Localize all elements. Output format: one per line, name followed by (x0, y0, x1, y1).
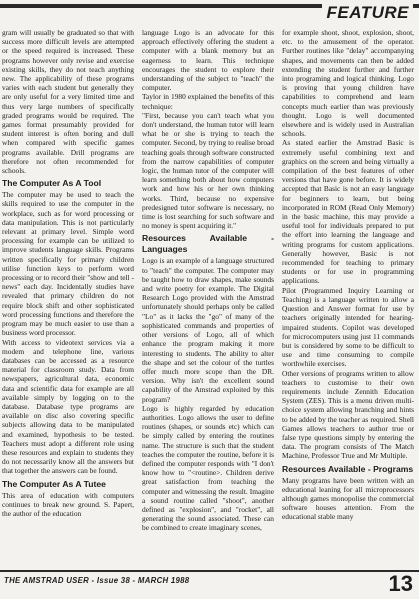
section-heading: The Computer As A Tutee (2, 478, 106, 489)
magazine-issue-line: THE AMSTRAD USER - Issue 38 - MARCH 1988 (4, 576, 190, 585)
body-paragraph: Other versions of programs written to allow teachers to customise to their own requirements include Zennith Education System (ZES). This is a menu driven multi-choice system allowing branching and hints to be added by the teacher as required. Shell Games allows teachers to author true or false type questions simply by entering the data. The program consists of The Match Machine, Professor True and Mr Multiple. (282, 368, 414, 461)
article-columns (2, 28, 415, 556)
article-column-3 (282, 28, 414, 556)
page-footer (0, 566, 419, 599)
section-heading: Resources Available - Programs (282, 463, 414, 474)
section-heading: The Computer As A Tool (2, 178, 102, 189)
body-paragraph: Pilot (Programmed Inquiry Learning or Teaching) is a language written to allow a Question and Answer format for use by teachers originally intended for hearing-impaired students. Copilot was developed for microcomputers using just 11 commands but is considered by some to be difficult to use and time consuming to compile worthwhile exercises. (282, 285, 414, 369)
footer-rule (0, 570, 419, 572)
section-label: FEATURE (322, 0, 413, 26)
body-paragraph: Logo is highly regarded by education authorities. Logo allows the user to define routines (shapes, or sounds etc) which can be simply called by entering the routines name. The structure is such that the student teaches the computer the routine, before it is defined the computer responds with "I don't know how to "<routine>. Children derive great satisfaction from teaching the computer and witnessing the result. Imagine a sound routine called "shoot", another defined as "explosion", and "rocket", all generating the sound associated. These can be combined to create imaginary scenes, (142, 403, 274, 533)
body-paragraph: "First, because you can't teach what you don't understand, the human tutor will learn what he or she is trying to teach the computer. Second, by trying to realise broad teaching goals through software constructed from the narrow capabilities of computer logic, the human tutor of the computer will learn something both about how computers work and how his or her own thinking works. Third, because no expensive predesigned tutor software is necessary, no time is lost searching for such software and no money is spent acquiring it." (142, 110, 274, 231)
body-paragraph: This area of education with computers continues to break new ground. S. Papert, the author of the education (2, 490, 134, 518)
page-number: 13 (388, 571, 413, 596)
body-paragraph: for example shoot, shoot, explosion, shoot, etc. to the amusement of the operator. Further routines like "delay" accompanying shapes, and movements can then be added extending the student further and further into programing and logical thinking. Logo is proving that young children have capabilities to comprehend and learn concepts much earlier than was previously thought. Logo is well documented elsewhere and is widely used in Australian schools. (282, 28, 414, 139)
body-paragraph: Taylor in 1980 explained the benefits of this technique: (142, 92, 274, 111)
body-paragraph: With access to videotext services via a modem and telephone line, various databases can be accessed as a resource material for classroom study. Data from newspapers, agricultural data, economic data and scientific data for example are all available simply by logging on to the database. Database type programs are available on disc also covering specific subjects allowing data to be manipulated and examined, hypothesis to be tested. Teachers must adopt a different role using these resources and explain to students they do not necessarily know all the answers but that together the answers can be found. (2, 337, 134, 476)
body-paragraph: Logo is an example of a language structured to "teach" the computer. The computer may be taught how to draw shapes, make sounds and write poetry for example. The Digital Research Logo provided with the Amstrad unfortunately should perhaps only be called "Lo" as it lacks the "go" of many of the sophisticated commands and properties of other versions of Logo, all of which enhance the program making it more interesting to students. The ability to alter the shape and set the colour of the turtles offer much more scope than the DR. version. Why isn't the excellent sound capability of the Amstrad exploited by this program? (142, 256, 274, 404)
feature-banner (0, 0, 419, 28)
body-paragraph: As stated earlier the Amstrad Basic is extremely useful combining text and graphics on the screen and being virtually a compilation of the best features of other versions that have gone before. It is widely accepted that Basic is not an easy language for beginners to learn, but being incorporated in ROM (Read Only Memory) in the basic machine, this may provide a useful tool for individuals prepared to put the effort into learning the language and writing programs for custom applications. Generally however, Basic is not recommended for teaching to primary students or for use in programming applications. (282, 138, 414, 286)
body-paragraph: The computer may be used to teach the skills required to use the computer in the workplace, such as for word processing or data manipulation. This is not particularly relevant at primary level. Simple word processing for example can be utilized to improve students language skills. Programs written specifically for primary children utilise function keys to perform word processing or to record their "show and tell - news" each day. Incidentally studies have revealed that primary children do not require block shift and other sophisticated word processing functions and therefore the program may be much easier to use than a business word processor. (2, 190, 134, 338)
body-paragraph: gram will usually be graduated so that with success more difficult levels are attempted or the speed required is increased. These programs however only revise and exercise existing skills, they do not teach anything new. The applicability of these programs varies with each student but generally they are only useful for a very limited time and thus very large numbers of specifically graded programs would be required. The games format presumably provided for student interest is often boring and dull when compared with specific games programs available. Drill programs are therefore not often recommended for schools. (2, 28, 134, 176)
body-paragraph: language Logo is an advocate for this approach effectively offering the student a computer with a blank memory but an eagerness to learn. This technique encourages the student to explore their understanding of the subject to "teach" the computer. (142, 28, 274, 93)
body-paragraph: Many programs have been written with an educational leaning for all microprocessors although games monopolise the commercial software houses attention. From the educational stable many (282, 475, 414, 522)
section-heading: Resources Available - Languages (142, 233, 274, 255)
article-column-2 (142, 28, 274, 556)
article-column-1 (2, 28, 134, 556)
